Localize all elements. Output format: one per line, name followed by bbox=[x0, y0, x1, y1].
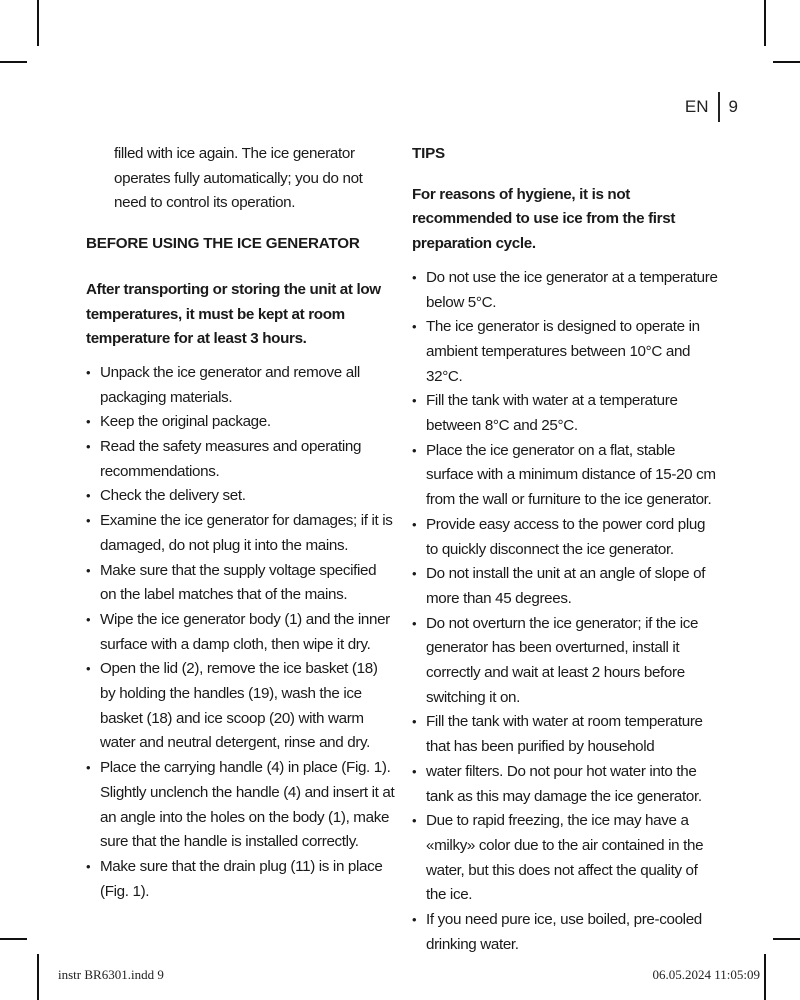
section-heading-tips: TIPS bbox=[412, 145, 445, 162]
list-item: • Examine the ice generator for damages; if it is damaged, do not plug it into the mains. bbox=[86, 509, 396, 558]
list-item: • Place the ice generator on a flat, stable surface with a minimum distance of 15-20 cm from the wall or furniture to the ice generator. bbox=[412, 439, 720, 513]
list-item: • Do not install the unit at an angle of slope of more than 45 degrees. bbox=[412, 562, 720, 611]
section-heading-before-using: BEFORE USING THE ICE GENERATOR bbox=[86, 235, 360, 253]
crop-mark bbox=[773, 61, 800, 63]
continuation-text: filled with ice again. The ice generator operates fully automatically; you do not need to control its operation. bbox=[114, 145, 363, 212]
list-item: • If you need pure ice, use boiled, pre-cooled drinking water. bbox=[412, 908, 720, 957]
hygiene-warning: For reasons of hygiene, it is not recommended to use ice from the first preparation cycle. bbox=[412, 185, 676, 253]
tips-list bbox=[412, 266, 720, 958]
preparation-list bbox=[86, 361, 396, 904]
storage-warning: After transporting or storing the unit at low temperatures, it must be kept at room temperature for at least 3 hours. bbox=[86, 280, 381, 348]
list-item: • Fill the tank with water at a temperature between 8°C and 25°C. bbox=[412, 389, 720, 438]
left-column bbox=[86, 142, 396, 904]
crop-mark bbox=[764, 0, 766, 46]
list-item: • Place the carrying handle (4) in place (Fig. 1). Slightly unclench the handle (4) and insert it at an angle into the holes on the body (1), make sure that the handle is installed correctly. bbox=[86, 756, 396, 855]
list-item: • Fill the tank with water at room temperature that has been purified by household bbox=[412, 710, 720, 759]
list-item: • Keep the original package. bbox=[86, 410, 396, 435]
list-item: • Check the delivery set. bbox=[86, 484, 396, 509]
list-item: • Open the lid (2), remove the ice basket (18) by holding the handles (19), wash the ice basket (18) and ice scoop (20) with warm water and neutral detergent, rinse and dry. bbox=[86, 657, 396, 756]
page-number: 9 bbox=[728, 97, 738, 116]
list-item: • Make sure that the drain plug (11) is in place (Fig. 1). bbox=[86, 855, 396, 904]
footer-timestamp: 06.05.2024 11:05:09 bbox=[652, 967, 760, 982]
list-item: • Wipe the ice generator body (1) and the inner surface with a damp cloth, then wipe it dry. bbox=[86, 608, 396, 657]
page-header bbox=[685, 92, 738, 122]
language-code: EN bbox=[684, 97, 709, 116]
list-item: • Due to rapid freezing, the ice may have a «milky» color due to the air contained in the water, but this does not affect the quality of the ice. bbox=[412, 809, 720, 908]
list-item: • Make sure that the supply voltage specified on the label matches that of the mains. bbox=[86, 559, 396, 608]
list-item: • water filters. Do not pour hot water into the tank as this may damage the ice generator. bbox=[412, 760, 720, 809]
right-column bbox=[412, 142, 720, 958]
list-item: • Do not use the ice generator at a temperature below 5°C. bbox=[412, 266, 720, 315]
crop-mark bbox=[764, 954, 766, 1000]
list-item: • Read the safety measures and operating recommendations. bbox=[86, 435, 396, 484]
crop-mark bbox=[0, 61, 27, 63]
footer-file-name: instr BR6301.indd 9 bbox=[58, 967, 164, 982]
list-item: • The ice generator is designed to operate in ambient temperatures between 10°C and 32°C. bbox=[412, 315, 720, 389]
list-item: • Do not overturn the ice generator; if the ice generator has been overturned, install it correctly and wait at least 2 hours before switching it on. bbox=[412, 612, 720, 711]
crop-mark bbox=[0, 938, 27, 940]
list-item: • Provide easy access to the power cord plug to quickly disconnect the ice generator. bbox=[412, 513, 720, 562]
crop-mark bbox=[37, 0, 39, 46]
crop-mark bbox=[773, 938, 800, 940]
crop-mark bbox=[37, 954, 39, 1000]
list-item: • Unpack the ice generator and remove all packaging materials. bbox=[86, 361, 396, 410]
